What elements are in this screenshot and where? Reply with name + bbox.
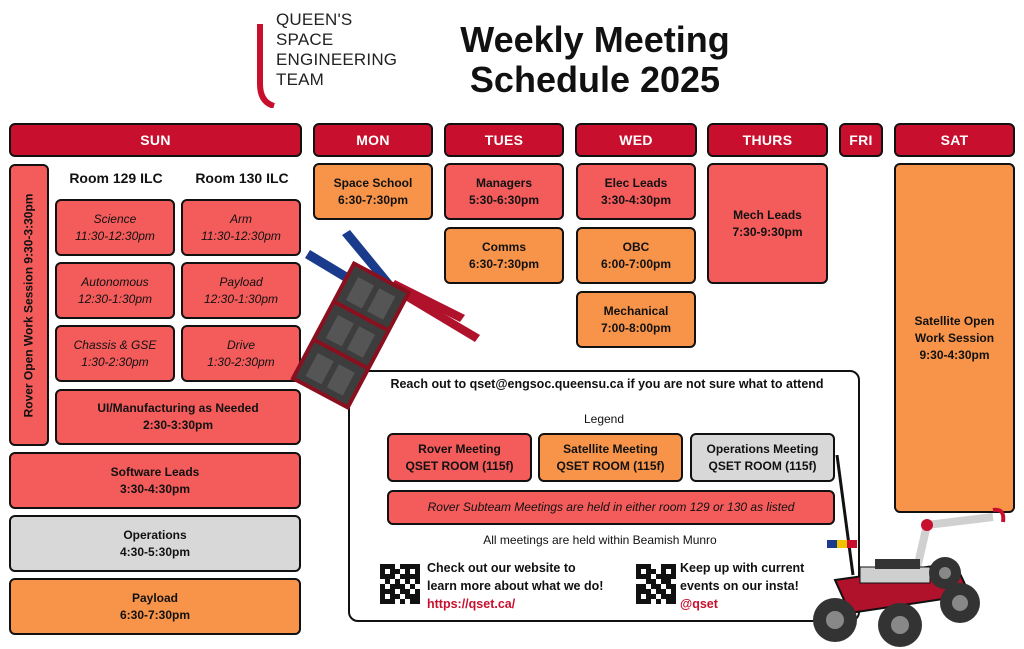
session-operations: Operations 4:30-5:30pm	[9, 515, 301, 572]
logo-text: QUEEN'S SPACE ENGINEERING TEAM	[276, 10, 398, 89]
session-arm: Arm 11:30-12:30pm	[181, 199, 301, 256]
session-comms: Comms 6:30-7:30pm	[444, 227, 564, 284]
legend-rover-meeting: Rover Meeting QSET ROOM (115f)	[387, 433, 532, 482]
session-space-school: Space School 6:30-7:30pm	[313, 163, 433, 220]
insta-link[interactable]: @qset	[680, 597, 718, 611]
session-science: Science 11:30-12:30pm	[55, 199, 175, 256]
day-header-tues: TUES	[444, 123, 564, 157]
session-ui-manufacturing: UI/Manufacturing as Needed 2:30-3:30pm	[55, 389, 301, 445]
day-header-mon: MON	[313, 123, 433, 157]
session-elec-leads: Elec Leads 3:30-4:30pm	[576, 163, 696, 220]
day-header-thurs: THURS	[707, 123, 828, 157]
reach-out-text: Reach out to qset@engsoc.queensu.ca if you are not sure what to attend	[390, 377, 824, 391]
day-header-sun: SUN	[9, 123, 302, 157]
insta-promo: Keep up with current events on our insta! @qset	[680, 561, 805, 611]
legend-operations-meeting: Operations Meeting QSET ROOM (115f)	[690, 433, 835, 482]
rover-icon	[805, 455, 1020, 647]
cubesat-satellite-icon	[290, 225, 490, 415]
session-mechanical: Mechanical 7:00-8:00pm	[576, 291, 696, 348]
day-header-fri: FRI	[839, 123, 883, 157]
day-header-sat: SAT	[894, 123, 1015, 157]
website-promo: Check out our website to learn more about what we do! https://qset.ca/	[427, 561, 604, 611]
session-mech-leads: Mech Leads 7:30-9:30pm	[707, 163, 828, 284]
session-payload: Payload 6:30-7:30pm	[9, 578, 301, 635]
session-obc: OBC 6:00-7:00pm	[576, 227, 696, 284]
session-drive: Drive 1:30-2:30pm	[181, 325, 301, 382]
qr-code-icon[interactable]	[380, 564, 420, 604]
page-title: Weekly Meeting Schedule 2025	[460, 19, 730, 100]
session-managers: Managers 5:30-6:30pm	[444, 163, 564, 220]
session-software-leads: Software Leads 3:30-4:30pm	[9, 452, 301, 509]
beamish-note: All meetings are held within Beamish Munro	[483, 533, 717, 547]
session-satellite-open: Satellite Open Work Session 9:30-4:30pm	[894, 163, 1015, 513]
session-autonomous: Autonomous 12:30-1:30pm	[55, 262, 175, 319]
day-header-wed: WED	[575, 123, 697, 157]
room-129-header: Room 129 ILC	[69, 170, 163, 186]
session-chassis-gse: Chassis & GSE 1:30-2:30pm	[55, 325, 175, 382]
qr-code-icon[interactable]	[636, 564, 676, 604]
room-130-header: Room 130 ILC	[195, 170, 289, 186]
website-link[interactable]: https://qset.ca/	[427, 597, 516, 611]
session-payload-room130: Payload 12:30-1:30pm	[181, 262, 301, 319]
legend-satellite-meeting: Satellite Meeting QSET ROOM (115f)	[538, 433, 683, 482]
subteam-note: Rover Subteam Meetings are held in either room 129 or 130 as listed	[387, 490, 835, 525]
legend-title: Legend	[583, 412, 625, 426]
rover-open-work-session: Rover Open Work Session 9:30-3:30pm	[9, 164, 49, 446]
qset-logo-bracket-icon	[250, 22, 276, 108]
